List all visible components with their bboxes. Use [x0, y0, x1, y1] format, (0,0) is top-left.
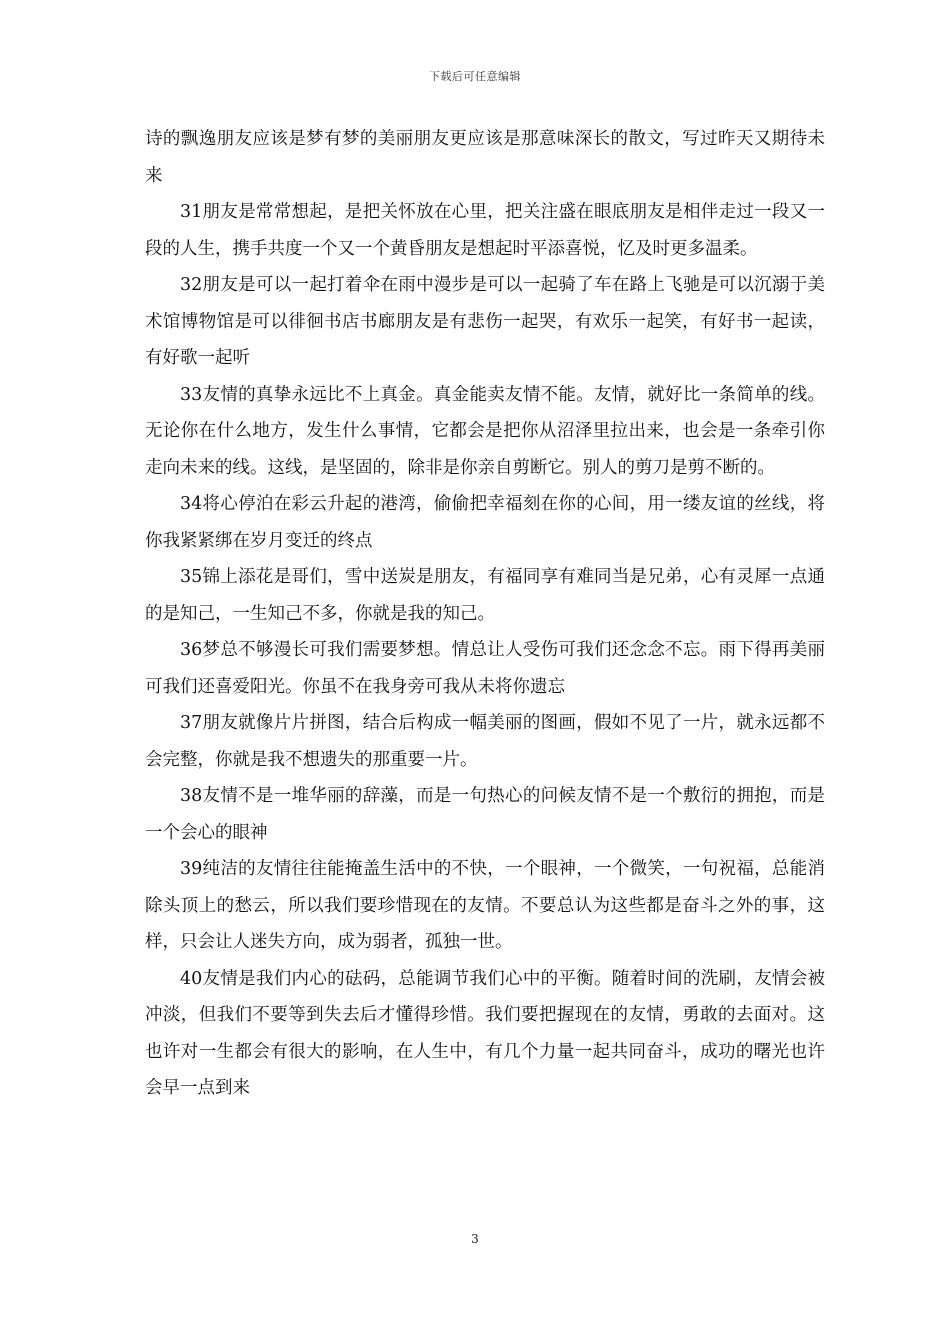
paragraph-40: 40友情是我们内心的砝码，总能调节我们心中的平衡。随着时间的洗刷，友情会被冲淡，但我们不要等到失去后才懂得珍惜。我们要把握现在的友情，勇敢的去面对。这也许对一生都会有很大的影响，在人生中，有几个力量一起共同奋斗，成功的曙光也许会早一点到来	[145, 968, 825, 1098]
paragraph-continuation: 诗的飘逸朋友应该是梦有梦的美丽朋友更应该是那意味深长的散文，写过昨天又期待未来	[145, 129, 825, 186]
paragraph-31: 31朋友是常常想起，是把关怀放在心里，把关注盛在眼底朋友是相伴走过一段又一段的人生，携手共度一个又一个黄昏朋友是想起时平添喜悦，忆及时更多温柔。	[145, 202, 825, 259]
document-body	[145, 121, 825, 1107]
paragraph-33: 33友情的真挚永远比不上真金。真金能卖友情不能。友情，就好比一条简单的线。无论你在什么地方，发生什么事情，它都会是把你从沼泽里拉出来，也会是一条牵引你走向未来的线。这线，是坚固的，除非是你亲自剪断它。别人的剪刀是剪不断的。	[145, 384, 825, 478]
page-header: 下载后可任意编辑	[429, 70, 521, 83]
paragraph-35: 35锦上添花是哥们，雪中送炭是朋友，有福同享有难同当是兄弟，心有灵犀一点通的是知己，一生知己不多，你就是我的知己。	[145, 567, 825, 624]
paragraph-34: 34将心停泊在彩云升起的港湾，偷偷把幸福刻在你的心间，用一缕友谊的丝线，将你我紧紧绑在岁月变迁的终点	[145, 494, 825, 551]
paragraph-37: 37朋友就像片片拼图，结合后构成一幅美丽的图画，假如不见了一片，就永远都不会完整，你就是我不想遗失的那重要一片。	[145, 713, 825, 770]
paragraph-32: 32朋友是可以一起打着伞在雨中漫步是可以一起骑了车在路上飞驰是可以沉溺于美术馆博物馆是可以徘徊书店书廊朋友是有悲伤一起哭，有欢乐一起笑，有好书一起读，有好歌一起听	[145, 275, 825, 368]
paragraph-36: 36梦总不够漫长可我们需要梦想。情总让人受伤可我们还念念不忘。雨下得再美丽可我们还喜爱阳光。你虽不在我身旁可我从未将你遗忘	[145, 640, 825, 697]
paragraph-39: 39纯洁的友情往往能掩盖生活中的不快，一个眼神，一个微笑，一句祝福，总能消除头顶上的愁云，所以我们要珍惜现在的友情。不要总认为这些都是奋斗之外的事，这样，只会让人迷失方向，成为弱者，孤独一世。	[145, 859, 825, 952]
paragraph-38: 38友情不是一堆华丽的辞藻，而是一句热心的问候友情不是一个敷衍的拥抱，而是一个会心的眼神	[145, 786, 825, 843]
page-number: 3	[471, 1232, 479, 1246]
